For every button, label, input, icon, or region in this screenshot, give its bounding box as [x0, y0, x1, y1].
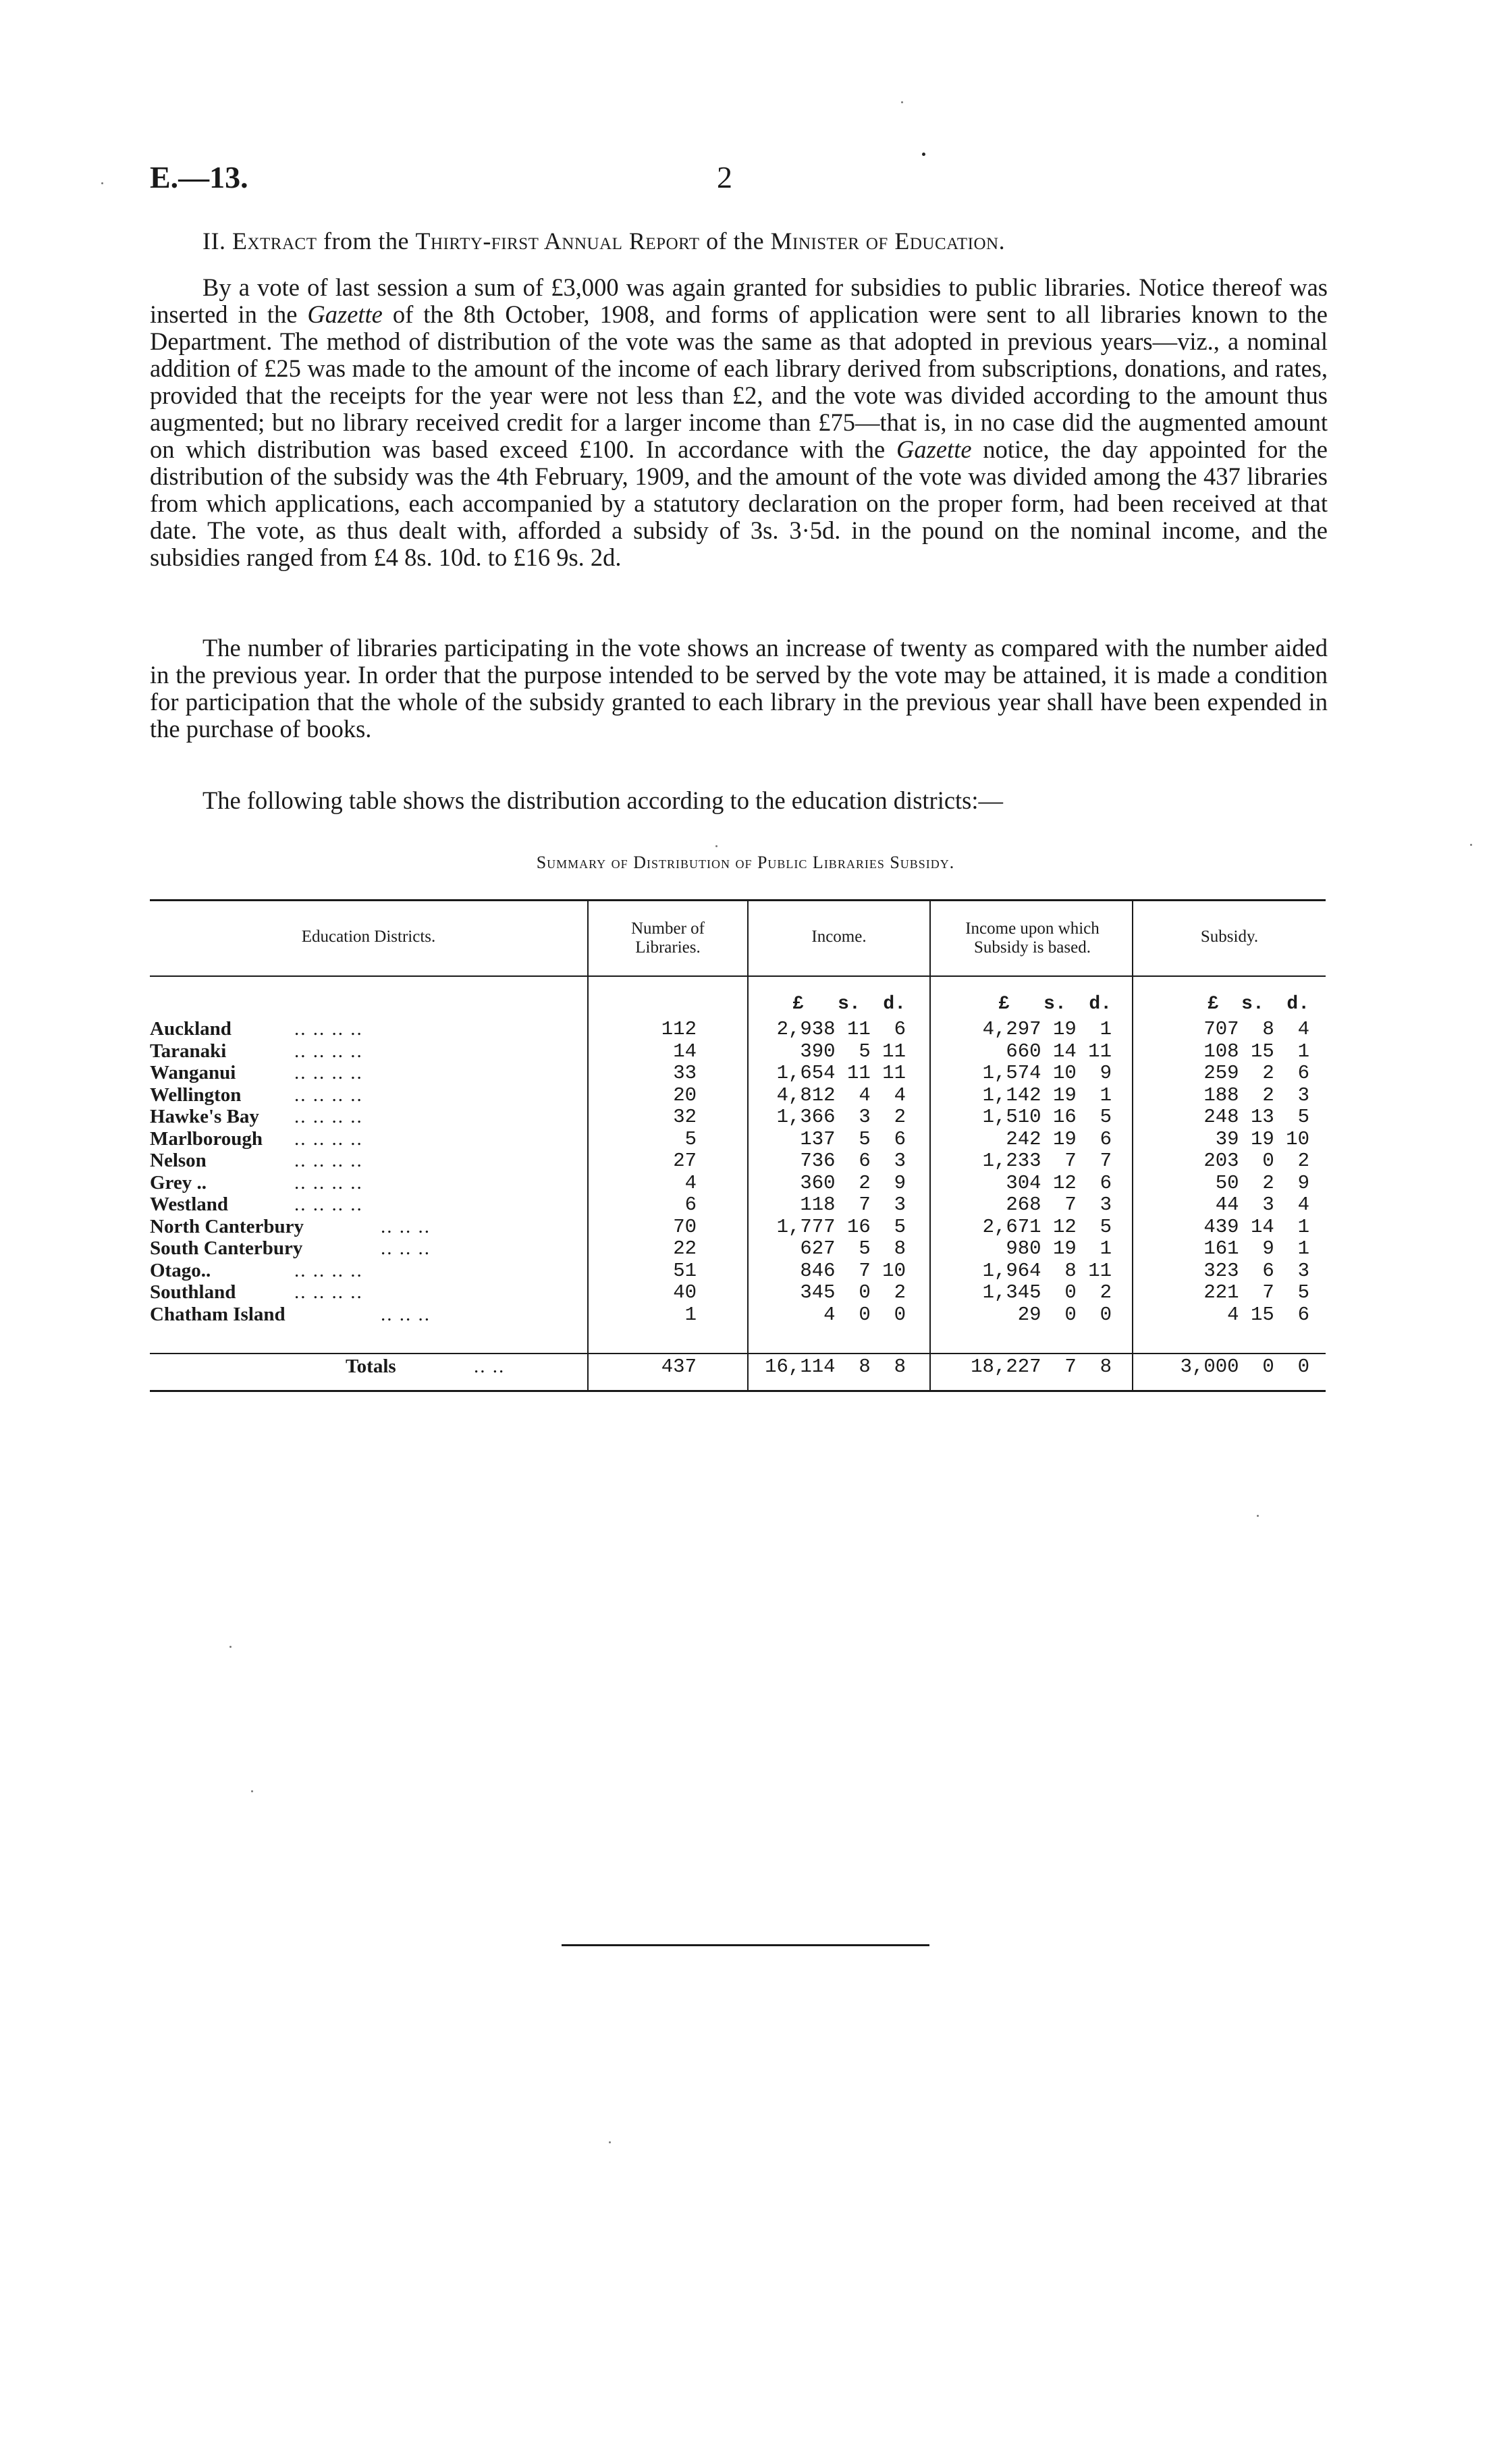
leader-dots: .. .. .. [381, 1216, 431, 1237]
paragraph1-part-b: of the 8th October, 1908, and forms of application were sent to all libraries known to the Department. The method of distribution of the vote was the same as that adopted in previous years—viz., a nominal addition of £25 was made to the amount of the income of each library derived from subscriptions, donations, and rates, provided that the receipts for the year were not less than £2, and the vote was divided according to the amount thus augmented; but no library received credit for a larger income than £75—that is, in no case did the augmented amount on which distribution was based exceed £100. In accordance with the [150, 300, 1328, 463]
subsidy-value: 323 6 3 [1203, 1260, 1309, 1282]
district-name: Wanganui [150, 1062, 236, 1083]
based-income-value: 2,671 12 5 [982, 1216, 1112, 1238]
income-value: 360 2 9 [800, 1172, 906, 1194]
header-education-districts: Education Districts. [301, 928, 436, 946]
district-name: Taranaki [150, 1040, 227, 1062]
based-income-value: 1,964 8 11 [982, 1260, 1112, 1282]
based-income-value: 1,142 19 1 [982, 1084, 1112, 1106]
income-value: 1,654 11 11 [776, 1062, 906, 1084]
table-top-rule [150, 899, 1326, 901]
leader-dots: .. .. .. .. [294, 1128, 363, 1150]
paragraph-subsidy-vote [150, 274, 1328, 571]
based-income-value: 1,574 10 9 [982, 1062, 1112, 1084]
subsidy-value: 248 13 5 [1203, 1106, 1309, 1128]
leader-dots: .. .. .. .. [294, 1281, 363, 1303]
district-name: Marlborough [150, 1128, 263, 1150]
income-value: 846 7 10 [800, 1260, 906, 1282]
income-value: 118 7 3 [800, 1194, 906, 1216]
library-count: 1 [684, 1304, 697, 1326]
heading-report: Thirty-first Annual Report [415, 227, 700, 255]
section-heading [202, 227, 1005, 255]
based-units: £ s. d. [998, 994, 1112, 1015]
gazette-italic-2: Gazette [896, 435, 972, 463]
print-speck [251, 1790, 253, 1792]
leader-dots: .. .. .. .. [294, 1106, 363, 1127]
income-value: 390 5 11 [800, 1040, 906, 1063]
based-income-value: 4,297 19 1 [982, 1018, 1112, 1040]
subsidy-table [150, 899, 1326, 1392]
print-speck [901, 101, 903, 103]
print-speck [101, 182, 103, 184]
income-value: 137 5 6 [800, 1128, 906, 1150]
print-speck [715, 845, 717, 847]
district-name: Chatham Island [150, 1304, 286, 1325]
library-count: 5 [684, 1128, 697, 1150]
income-value: 4,812 4 4 [776, 1084, 906, 1106]
income-value: 4 0 0 [823, 1304, 906, 1326]
library-count: 32 [673, 1106, 697, 1128]
based-income-value: 980 19 1 [1006, 1237, 1112, 1260]
income-value: 627 5 8 [800, 1237, 906, 1260]
leader-dots: .. .. .. .. [294, 1194, 363, 1215]
table-header-rule [150, 975, 1326, 977]
library-count: 112 [661, 1018, 697, 1040]
library-count: 40 [673, 1281, 697, 1304]
print-speck [1470, 844, 1472, 846]
subsidy-units: £ s. d. [1207, 994, 1309, 1015]
subsidy-value: 108 15 1 [1203, 1040, 1309, 1063]
district-name: South Canterbury [150, 1237, 303, 1259]
income-value: 1,366 3 2 [776, 1106, 906, 1128]
district-name: Nelson [150, 1150, 207, 1171]
header-income-subsidy-based: Income upon which Subsidy is based. [965, 919, 1100, 957]
header-income: Income. [811, 928, 867, 946]
table-bottom-rule [150, 1390, 1326, 1392]
heading-of: of the [699, 227, 771, 255]
based-income-value: 242 19 6 [1006, 1128, 1112, 1150]
leader-dots: .. .. .. .. [294, 1084, 363, 1106]
district-name: Wellington [150, 1084, 242, 1106]
subsidy-value: 44 3 4 [1215, 1194, 1309, 1216]
totals-number: 437 [661, 1356, 697, 1378]
subsidy-value: 203 0 2 [1203, 1150, 1309, 1172]
district-name: Auckland [150, 1018, 232, 1040]
district-name: Westland [150, 1194, 229, 1215]
heading-prefix: II. [202, 227, 232, 255]
leader-dots: .. .. .. .. [294, 1040, 363, 1062]
income-value: 1,777 16 5 [776, 1216, 906, 1238]
heading-minister: Minister of Education. [770, 227, 1006, 255]
library-count: 51 [673, 1260, 697, 1282]
based-income-value: 1,345 0 2 [982, 1281, 1112, 1304]
income-units: £ s. d. [792, 994, 906, 1015]
totals-income: 16,114 8 8 [765, 1356, 906, 1378]
library-count: 14 [673, 1040, 697, 1063]
print-speck [609, 2141, 611, 2143]
subsidy-value: 188 2 3 [1203, 1084, 1309, 1106]
heading-from: from the [317, 227, 416, 255]
based-income-value: 268 7 3 [1006, 1194, 1112, 1216]
library-count: 20 [673, 1084, 697, 1106]
subsidy-value: 259 2 6 [1203, 1062, 1309, 1084]
totals-subsidy: 3,000 0 0 [1180, 1356, 1309, 1378]
leader-dots: .. .. .. [381, 1237, 431, 1259]
leader-dots: .. .. .. .. [294, 1260, 363, 1281]
leader-dots: .. .. .. .. [294, 1172, 363, 1194]
paragraph1-part-c: notice, the day appointed for the distribution of the subsidy was the 4th February, 1909, and the amount of the vote was divided among the 437 libraries from which applications, each accompanied by a statutory declaration on the proper form, had been received at that date. The vote, as thus dealt with, afforded a subsidy of 3s. 3·5d. in the pound on the nominal income, and the subsidies ranged from £4 8s. 10d. to £16 9s. 2d. [150, 435, 1328, 571]
paragraph-participation: The number of libraries participating in the vote shows an increase of twenty as compared with the number aided in the previous year. In order that the purpose intended to be served by the vote may be attained, it is made a condition for participation that the whole of the subsidy granted to each library in the previous year shall have been expended in the purchase of books. [150, 634, 1328, 743]
based-income-value: 29 0 0 [1017, 1304, 1112, 1326]
totals-based: 18,227 7 8 [971, 1356, 1112, 1378]
header-subsidy: Subsidy. [1200, 928, 1259, 946]
district-name: North Canterbury [150, 1216, 304, 1237]
subsidy-value: 39 19 10 [1215, 1128, 1309, 1150]
leader-dots: .. .. .. [381, 1304, 431, 1325]
gazette-italic-1: Gazette [307, 300, 383, 328]
subsidy-value: 439 14 1 [1203, 1216, 1309, 1238]
district-name: Hawke's Bay [150, 1106, 259, 1127]
district-name: Southland [150, 1281, 236, 1303]
income-value: 345 0 2 [800, 1281, 906, 1304]
leader-dots: .. .. .. .. [294, 1150, 363, 1171]
header-number-of-libraries: Number of Libraries. [631, 919, 705, 957]
subsidy-value: 161 9 1 [1203, 1237, 1309, 1260]
heading-extract: Extract [232, 227, 317, 255]
library-count: 33 [673, 1062, 697, 1084]
based-income-value: 1,233 7 7 [982, 1150, 1112, 1172]
library-count: 4 [684, 1172, 697, 1194]
district-name: Otago.. [150, 1260, 211, 1281]
paragraph1-part-a: By a vote of last session a sum of £3,000 was again granted for subsidies to public libraries. Notice thereof was inserted in the [150, 273, 1328, 328]
library-count: 27 [673, 1150, 697, 1172]
table-totals-rule [150, 1353, 1326, 1354]
page-identifier: E.—13. [150, 160, 248, 194]
totals-leader-dots: .. .. [474, 1356, 506, 1377]
based-income-value: 304 12 6 [1006, 1172, 1112, 1194]
district-name: Grey .. [150, 1172, 207, 1194]
based-income-value: 660 14 11 [1006, 1040, 1112, 1063]
income-value: 2,938 11 6 [776, 1018, 906, 1040]
subsidy-value: 707 8 4 [1203, 1018, 1309, 1040]
library-count: 70 [673, 1216, 697, 1238]
closing-rule [562, 1944, 929, 1946]
income-value: 736 6 3 [800, 1150, 906, 1172]
paragraph-table-intro: The following table shows the distribution according to the education districts:— [202, 786, 1004, 814]
table-title: Summary of Distribution of Public Libraries Subsidy. [536, 853, 955, 872]
subsidy-value: 50 2 9 [1215, 1172, 1309, 1194]
leader-dots: .. .. .. .. [294, 1018, 363, 1040]
page-number: 2 [717, 160, 732, 194]
subsidy-value: 221 7 5 [1203, 1281, 1309, 1304]
library-count: 22 [673, 1237, 697, 1260]
print-speck [229, 1646, 232, 1648]
leader-dots: .. .. .. .. [294, 1062, 363, 1083]
print-speck [1257, 1515, 1259, 1517]
based-income-value: 1,510 16 5 [982, 1106, 1112, 1128]
totals-label: Totals [346, 1356, 396, 1377]
print-speck [922, 153, 925, 156]
subsidy-value: 4 15 6 [1227, 1304, 1309, 1326]
library-count: 6 [684, 1194, 697, 1216]
